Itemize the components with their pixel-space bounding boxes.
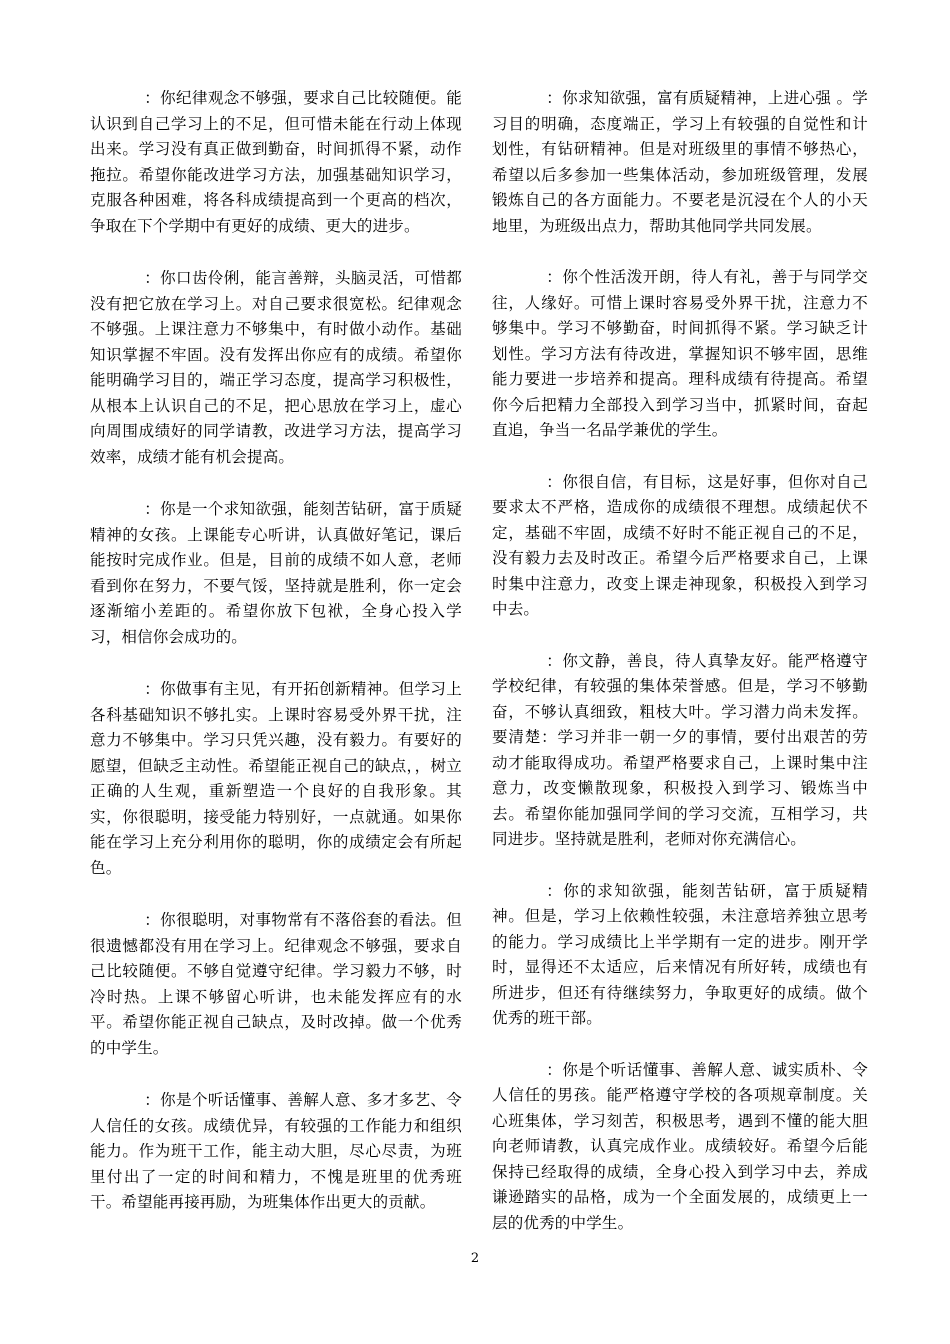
left-column — [90, 86, 462, 1243]
comment-paragraph: ：你是个听话懂事、善解人意、多才多艺、令人信任的女孩。成绩优异，有较强的工作能力和组织能力。作为班干工作，能主动大胆，尽心尽责，为班里付出了一定的时间和精力，不愧是班里的优秀班干。希望能再接再励，为班集体作出更大的贡献。 — [90, 1091, 462, 1211]
comment-paragraph: ：你口齿伶俐，能言善辩，头脑灵活，可惜都没有把它放在学习上。对自己要求很宽松。纪律观念不够强。上课注意力不够集中，有时做小动作。基础知识掌握不牢固。没有发挥出你应有的成绩。希望你能明确学习目的，端正学习态度，提高学习积极性，从根本上认识自己的不足，把心思放在学习上，虚心向周围成绩好的同学请教，改进学习方法，提高学习效率，成绩才能有机会提高。 — [90, 269, 462, 466]
comment-paragraph: ：你是一个求知欲强，能刻苦钻研，富于质疑精神的女孩。上课能专心听讲，认真做好笔记，课后能按时完成作业。但是，目前的成绩不如人意，老师看到你在努力，不要气馁，坚持就是胜利，你一定会逐渐缩小差距的。希望你放下包袱，全身心投入学习，相信你会成功的。 — [90, 500, 462, 646]
comment-paragraph: ：你很聪明，对事物常有不落俗套的看法。但很遗憾都没有用在学习上。纪律观念不够强，要求自己比较随便。不够自觉遵守纪律。学习毅力不够，时冷时热。上课不够留心听讲，也未能发挥应有的水平。希望你能正视自己缺点，及时改掉。做一个优秀的中学生。 — [90, 911, 462, 1057]
comment-paragraph: ：你求知欲强，富有质疑精神，上进心强 。学习目的明确，态度端正，学习上有较强的自觉性和计划性，有钻研精神。但是对班级里的事情不够热心，希望以后多参加一些集体活动，参加班级管理，发展锻炼自己的各方面能力。不要老是沉浸在个人的小天地里，为班级出点力，帮助其他同学共同发展。 — [492, 89, 868, 235]
right-column — [492, 86, 868, 1262]
comment-paragraph: ：你很自信，有目标，这是好事，但你对自己要求太不严格，造成你的成绩很不理想。成绩起伏不定，基础不牢固，成绩不好时不能正视自己的不足，没有毅力去及时改正。希望今后严格要求自己，上课时集中注意力，改变上课走神现象，积极投入到学习中去。 — [492, 472, 868, 618]
comment-paragraph: ：你纪律观念不够强，要求自己比较随便。能认识到自己学习上的不足，但可惜未能在行动上体现出来。学习没有真正做到勤奋，时间抓得不紧，动作拖拉。希望你能改进学习方法，加强基础知识学习，克服各种困难，将各科成绩提高到一个更高的档次，争取在下个学期中有更好的成绩、更大的进步。 — [90, 89, 462, 235]
comment-paragraph: ：你文静，善良，待人真挚友好。能严格遵守学校纪律，有较强的集体荣誉感。但是，学习不够勤奋，不够认真细致，粗枝大叶。学习潜力尚未发挥。要清楚：学习并非一朝一夕的事情，要付出艰苦的劳动才能取得成功。希望严格要求自己，上课时集中注意力，改变懒散现象，积极投入到学习、锻炼当中去。希望你能加强同学间的学习交流，互相学习，共同进步。坚持就是胜利，老师对你充满信心。 — [492, 651, 868, 848]
comment-paragraph: ：你是个听话懂事、善解人意、诚实质朴、令人信任的男孩。能严格遵守学校的各项规章制度。关心班集体，学习刻苦，积极思考，遇到不懂的能大胆向老师请教，认真完成作业。成绩较好。希望今后能保持已经取得的成绩，全身心投入到学习中去，养成谦逊踏实的品格，成为一个全面发展的，成绩更上一层的优秀的中学生。 — [492, 1060, 868, 1232]
comment-paragraph: ：你做事有主见，有开拓创新精神。但学习上各科基础知识不够扎实。上课时容易受外界干扰，注意力不够集中。学习只凭兴趣，没有毅力。有要好的愿望，但缺乏主动性。希望能正视自己的缺点，，树立正确的人生观，重新塑造一个良好的自我形象。其实，你很聪明，接受能力特别好，一点就通。如果你能在学习上充分利用你的聪明，你的成绩定会有所起色。 — [90, 680, 462, 877]
page-number: 2 — [470, 1251, 480, 1266]
comment-paragraph: ：你的求知欲强，能刻苦钻研，富于质疑精神。但是，学习上依赖性较强，未注意培养独立思考的能力。学习成绩比上半学期有一定的进步。刚开学时，显得还不太适应，后来情况有所好转，成绩也有所进步，但还有待继续努力，争取更好的成绩。做个优秀的班干部。 — [492, 881, 868, 1027]
comment-paragraph: ：你个性活泼开朗，待人有礼，善于与同学交往，人缘好。可惜上课时容易受外界干扰，注意力不够集中。学习不够勤奋，时间抓得不紧。学习缺乏计划性。学习方法有待改进，掌握知识不够牢固，思维能力要进一步培养和提高。理科成绩有待提高。希望你今后把精力全部投入到学习当中，抓紧时间，奋起直追，争当一名品学兼优的学生。 — [492, 268, 868, 439]
